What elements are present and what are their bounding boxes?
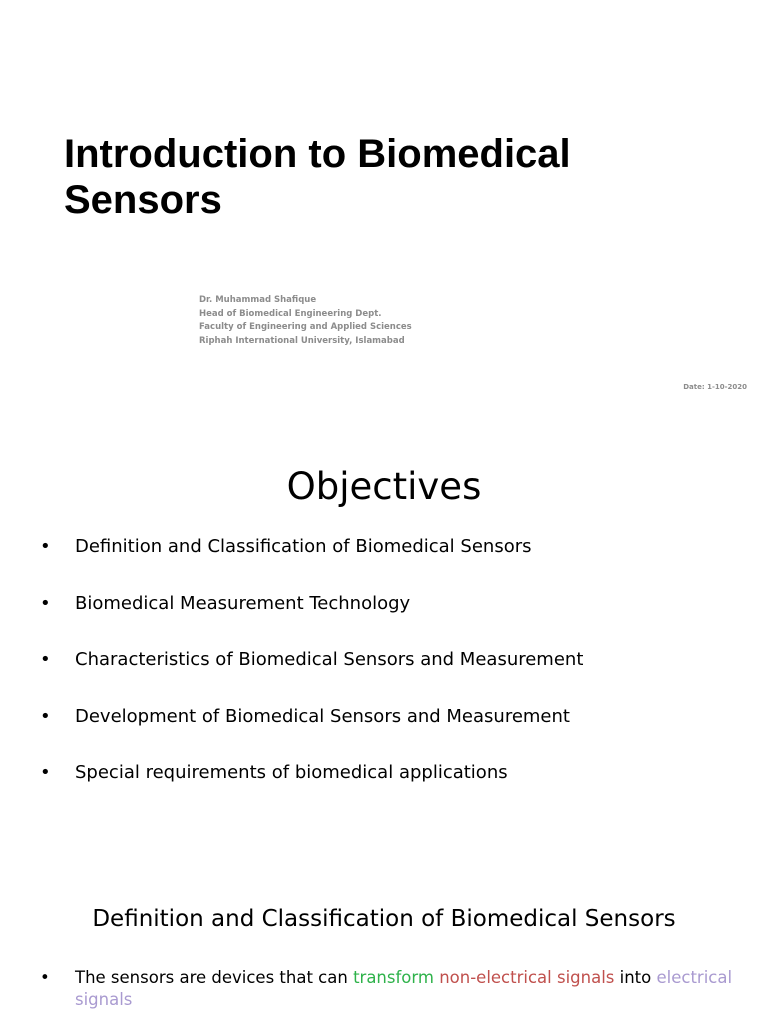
bullet-icon: • <box>40 592 51 614</box>
bullet-icon: • <box>40 968 50 987</box>
presentation-date: Date: 1-10-2020 <box>683 383 747 391</box>
author-name: Dr. Muhammad Shafique <box>199 295 317 305</box>
highlight-electrical-signals: electrical signals <box>75 968 733 1009</box>
list-item-text: Characteristics of Biomedical Sensors and Measurement <box>75 649 584 670</box>
objectives-heading: Objectives <box>286 465 482 508</box>
list-item-text: Biomedical Measurement Technology <box>75 592 411 614</box>
list-item-text: Development of Biomedical Sensors and Measurement <box>75 705 570 727</box>
bullet-icon: • <box>40 649 51 670</box>
definition-slide <box>0 860 768 1024</box>
highlight-transform: transform <box>353 968 434 987</box>
definition-text-part2: into <box>614 968 657 987</box>
author-university: Riphah International University, Islamabad <box>199 335 405 346</box>
definition-text-part1: The sensors are devices that can <box>75 968 354 987</box>
highlight-non-electrical-signals: non-electrical signals <box>439 968 615 987</box>
definition-text <box>75 967 735 1011</box>
bullet-icon: • <box>40 762 51 783</box>
definition-heading: Definition and Classification of Biomedical Sensors <box>92 906 676 932</box>
title-slide <box>0 0 768 420</box>
author-position: Head of Biomedical Engineering Dept. <box>199 308 382 319</box>
bullet-icon: • <box>40 536 51 557</box>
presentation-title: Introduction to Biomedical Sensors <box>64 132 571 222</box>
bullet-icon: • <box>40 705 51 727</box>
objectives-slide <box>0 420 768 860</box>
list-item-text: Special requirements of biomedical applications <box>75 762 508 783</box>
list-item-text: Definition and Classification of Biomedical Sensors <box>75 536 532 557</box>
author-faculty: Faculty of Engineering and Applied Sciences <box>199 322 412 332</box>
author-info <box>199 294 412 348</box>
